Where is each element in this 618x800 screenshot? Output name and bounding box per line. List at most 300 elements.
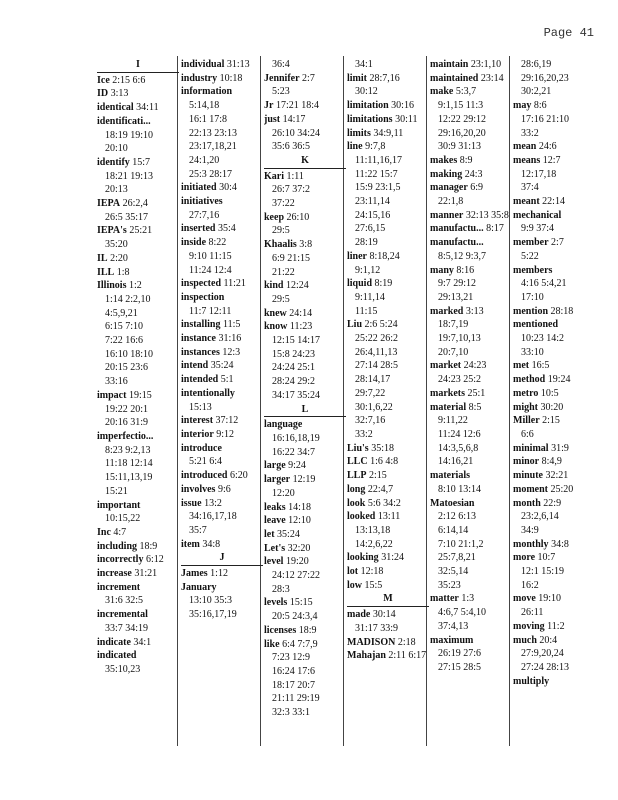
index-entry (347, 455, 429, 469)
index-entry (513, 538, 595, 552)
page-reference: 35:16,17,19 (189, 609, 237, 621)
index-entry (264, 72, 346, 99)
index-entry (513, 483, 595, 497)
index-entry (430, 222, 512, 236)
index-entry (97, 540, 179, 554)
index-entry (513, 195, 595, 209)
page-reference: 29:5 (272, 293, 290, 305)
index-entry (347, 127, 429, 141)
index-term: increase (97, 568, 132, 580)
index-term: indicate (97, 636, 131, 648)
page-reference: 9:6 (217, 483, 231, 495)
index-entry (513, 455, 595, 469)
page-reference: 11:5 (222, 319, 241, 331)
page-reference: 4:16 5:4,21 (521, 278, 567, 290)
page-reference: 32:13 35:8 (465, 209, 509, 221)
index-term: more (513, 552, 536, 564)
index-term: looked (347, 511, 376, 523)
index-term: LLP (347, 470, 367, 482)
index-term: liquid (347, 278, 373, 290)
page-reference: 23:17,18,21 (189, 141, 237, 153)
index-entry (97, 279, 179, 389)
page-reference: 13:11 (377, 511, 401, 523)
page-reference: 25:1 (467, 387, 486, 399)
index-entry (97, 266, 179, 280)
index-term: mechanical (513, 209, 562, 221)
index-term: IEPA's (97, 225, 127, 237)
index-term: look (347, 497, 366, 509)
page-reference: 22:4,7 (367, 483, 394, 495)
page-reference: 10:18 (219, 72, 243, 84)
page-reference: 27:6,15 (355, 223, 386, 235)
index-term: minor (513, 456, 540, 468)
page-reference: 33:16 (105, 376, 128, 388)
index-term: Khaalis (264, 239, 297, 251)
page-reference: 10:5 (540, 387, 559, 399)
index-column (347, 58, 429, 663)
page-reference: 31:6 32:5 (105, 595, 144, 607)
index-term: manufactu... (430, 223, 484, 235)
page-reference: 11:24 12:4 (189, 264, 232, 276)
page-reference: 24:3 (464, 168, 483, 180)
index-column (264, 58, 346, 720)
page-reference: 37:4 (521, 182, 539, 194)
page-reference: 6:12 (145, 554, 164, 566)
page-reference: 12:3 (222, 346, 241, 358)
index-entry (181, 538, 263, 552)
page-reference: 21:22 (272, 266, 295, 278)
index-entry (430, 236, 512, 263)
index-term: month (513, 497, 541, 509)
page-reference: 18:9 (139, 540, 158, 552)
page-reference: 23:1,10 (470, 59, 502, 70)
index-term: impact (97, 389, 127, 401)
index-entry (97, 526, 179, 540)
index-term: limitations (347, 113, 393, 125)
page-reference: 35:23 (438, 579, 461, 591)
page-reference: 4:6,7 5:4,10 (438, 607, 487, 619)
page-reference: 15:13 (189, 401, 212, 413)
page-reference: 8:22 (208, 237, 227, 249)
index-entry (513, 373, 595, 387)
index-term: lot (347, 566, 359, 578)
page-reference: 32:21 (545, 470, 569, 482)
index-entry (347, 636, 429, 650)
index-entry (181, 85, 263, 181)
page-reference: 27:14 28:5 (355, 360, 399, 372)
page-reference: 26:19 27:6 (438, 648, 482, 660)
index-term: MADISON (347, 636, 396, 648)
index-term: mention (513, 305, 548, 317)
page-reference: 15:8 24:23 (272, 348, 316, 360)
index-term: liner (347, 250, 367, 262)
index-grid (95, 52, 600, 752)
page-reference: 14:17 (282, 113, 306, 125)
index-term: much (513, 634, 537, 646)
index-entry (513, 236, 595, 263)
page-reference: 20:16 31:9 (105, 417, 149, 429)
page-reference: 5:3,7 (455, 86, 477, 98)
page-reference: 30:9 31:13 (438, 141, 482, 153)
page-reference: 5:6 34:2 (367, 497, 401, 509)
index-term: incremental (97, 609, 148, 621)
index-entry (181, 567, 263, 581)
page-reference: 34:9,11 (373, 127, 404, 139)
index-entry (264, 307, 346, 321)
page-reference: 14:2,6,22 (355, 538, 393, 550)
page-reference: 32:20 (287, 542, 311, 554)
index-entry (181, 291, 263, 318)
index-entry (513, 675, 595, 689)
index-column (430, 58, 512, 675)
page-reference: 9:1,15 11:3 (438, 100, 484, 112)
index-entry (513, 634, 595, 675)
page-reference: 2:6 5:24 (364, 319, 398, 331)
index-entry (97, 581, 179, 608)
page-reference: 30:14 (372, 609, 396, 621)
index-term: means (513, 154, 541, 166)
page-reference: 8:9 (459, 154, 473, 166)
page-reference: 12:20 (272, 487, 295, 499)
page-reference: 37:22 (272, 198, 295, 210)
index-term: long (347, 483, 366, 495)
page-reference: 16:5 (531, 360, 550, 372)
index-term: method (513, 374, 546, 386)
index-term: Mahajan (347, 650, 386, 662)
page-reference: 11:22 15:7 (355, 168, 398, 180)
index-term: move (513, 593, 536, 605)
index-term: including (97, 540, 138, 552)
page-reference: 28:6,19 (521, 59, 552, 70)
index-entry (430, 154, 512, 168)
index-entry (430, 634, 512, 675)
page-reference: 9:7 29:12 (438, 278, 477, 290)
page-reference: 8:5 (468, 401, 482, 413)
section-letter: L (264, 403, 346, 418)
page-reference: 30:2,21 (521, 86, 552, 98)
index-column (181, 58, 263, 622)
index-term: markets (430, 387, 465, 399)
page-reference: 26:7 37:2 (272, 184, 311, 196)
page-reference: 9:24 (288, 460, 306, 472)
page-reference: 2:12 6:13 (438, 511, 477, 523)
index-term: looking (347, 552, 379, 564)
page-reference: 3:13 (110, 88, 129, 100)
page-reference: 12:24 (285, 280, 309, 292)
index-entry (264, 501, 346, 515)
index-term: Let's (264, 542, 286, 554)
page-reference: 9:1,12 (355, 264, 381, 276)
page-reference: 12:18 (360, 566, 384, 578)
page-reference: 8:16 (456, 264, 475, 276)
page-reference: 26:5 35:17 (105, 211, 149, 223)
page-reference: 2:11 6:17 (388, 650, 427, 662)
page-reference: 19:22 20:1 (105, 403, 149, 415)
page-reference: 31:21 (134, 568, 158, 580)
index-term: material (430, 401, 467, 413)
page-reference: 24:23 25:2 (438, 374, 482, 386)
page-reference: 15:9 23:1,5 (355, 182, 401, 194)
index-term: made (347, 609, 371, 621)
index-entry (97, 197, 179, 224)
section-letter: I (97, 58, 179, 73)
index-term: larger (264, 474, 291, 486)
page-reference: 22:14 (542, 196, 565, 208)
index-entry (181, 581, 263, 622)
page-reference: 19:10 (538, 593, 562, 605)
page-reference: 18:21 19:13 (105, 170, 154, 182)
page-reference: 34:1 (355, 59, 373, 70)
index-entry (347, 497, 429, 511)
index-entry (430, 592, 512, 633)
index-entry (97, 389, 179, 430)
page-reference: 6:6 (521, 428, 534, 440)
index-entry (513, 305, 595, 319)
index-term: metro (513, 387, 539, 399)
page-reference: 28:7,16 (369, 72, 400, 84)
index-term: Ice (97, 74, 110, 86)
page-reference: 5:23 (272, 86, 290, 98)
index-term: minimal (513, 442, 549, 454)
page-reference: 30:16 (391, 100, 414, 112)
index-entry (97, 553, 179, 567)
index-term: involves (181, 483, 216, 495)
index-term: licenses (264, 624, 297, 636)
index-column (513, 58, 595, 688)
page-reference: 8:19 (374, 278, 393, 290)
page-reference: 3:8 (299, 239, 313, 251)
index-term: IL (97, 252, 108, 264)
index-term: leaks (264, 501, 286, 513)
index-term: make (430, 86, 454, 98)
index-entry (264, 514, 346, 528)
index-entry (430, 387, 512, 401)
page-reference: 8:23 9:2,13 (105, 444, 151, 456)
index-entry (181, 222, 263, 236)
index-term: met (513, 360, 530, 372)
page-reference: 34:1 (133, 636, 152, 648)
index-entry (430, 359, 512, 386)
index-term: LLC (347, 456, 368, 468)
page-reference: 5:14,18 (189, 100, 220, 112)
page-reference: 7:10 21:1,2 (438, 538, 484, 550)
page-number: Page 41 (543, 26, 594, 40)
index-entry (430, 469, 512, 496)
page-reference: 5:1 (220, 374, 234, 386)
index-term: Liu (347, 319, 363, 331)
index-entry (347, 277, 429, 318)
index-entry (264, 528, 346, 542)
index-entry (97, 74, 179, 88)
index-term: level (264, 556, 284, 568)
index-entry (347, 649, 429, 663)
index-term: members (513, 264, 553, 276)
index-entry (97, 224, 179, 251)
index-entry (181, 181, 263, 195)
index-entry (181, 318, 263, 332)
index-term: inspection (181, 291, 225, 303)
page-reference: 11:23 (289, 321, 313, 333)
index-term: may (513, 100, 532, 112)
index-entry (181, 373, 263, 387)
index-entry (264, 638, 346, 720)
index-term: matter (430, 593, 459, 605)
page-reference: 12:10 (288, 515, 311, 527)
page-reference: 24:12 27:22 (272, 570, 321, 582)
index-term: language (264, 419, 303, 431)
index-term: let (264, 528, 275, 540)
index-term: making (430, 168, 463, 180)
page-reference: 9:11,14 (355, 291, 385, 303)
page-reference: 34:8 (551, 538, 569, 550)
page-reference: 24:6 (538, 141, 557, 153)
page-reference: 29:5 (272, 225, 290, 237)
index-entry (347, 113, 429, 127)
index-entry (347, 318, 429, 441)
page-reference: 8:18,24 (369, 250, 400, 262)
index-entry (430, 85, 512, 154)
index-term: incorrectly (97, 554, 144, 566)
page-reference: 23:11,14 (355, 196, 390, 208)
index-term: minute (513, 470, 543, 482)
index-entry (513, 497, 595, 538)
page-reference: 29:16,20,20 (438, 127, 486, 139)
page-reference: 34:17 35:24 (272, 389, 321, 401)
section-letter: M (347, 592, 429, 607)
index-entry (181, 72, 263, 86)
index-entry (181, 332, 263, 346)
page-reference: 14:16,21 (438, 456, 474, 468)
page-reference: 19:7,10,13 (438, 333, 481, 345)
page-reference: 8:4,9 (541, 456, 562, 468)
index-term: indicated (97, 650, 137, 662)
index-term: intentionally (181, 387, 235, 399)
page-reference: 30:11 (395, 113, 418, 125)
page-reference: 28:19 (355, 237, 378, 249)
index-entry (264, 238, 346, 279)
page-reference: 25:20 (550, 483, 574, 495)
index-entry (181, 277, 263, 291)
page-reference: 9:9 37:4 (521, 223, 555, 235)
page-reference: 16:2 (521, 579, 539, 591)
index-entry (264, 279, 346, 306)
page-reference: 6:14,14 (438, 524, 469, 536)
page-reference: 30:12 (355, 86, 378, 98)
index-entry (347, 483, 429, 497)
index-term: Miller (513, 415, 540, 427)
page-reference: 8:6 (533, 100, 547, 112)
page-reference: 24:1,20 (189, 154, 220, 166)
page-reference: 6:9 (470, 182, 484, 194)
page-reference: 17:21 18:4 (275, 100, 320, 112)
page-reference: 18:17 20:7 (272, 679, 316, 691)
page-reference: 33:7 34:19 (105, 622, 149, 634)
page-reference: 12:7 (542, 154, 561, 166)
page-reference: 32:7,16 (355, 415, 386, 427)
page-reference: 21:11 29:19 (272, 693, 320, 705)
page-reference: 1:6 4:8 (370, 456, 399, 468)
index-entry (513, 387, 595, 401)
index-term: multiply (513, 675, 550, 687)
page-reference: 27:15 28:5 (438, 661, 482, 673)
page-reference: 27:9,20,24 (521, 648, 564, 660)
page-reference: 20:5 24:3,4 (272, 611, 318, 623)
index-term: manufactu... (430, 237, 484, 249)
index-term: manager (430, 182, 468, 194)
index-entry (181, 469, 263, 483)
index-term: manner (430, 209, 464, 221)
index-entry (513, 401, 595, 415)
page-reference: 4:5,9,21 (105, 307, 138, 319)
index-term: identify (97, 156, 130, 168)
page-reference: 2:15 (542, 415, 560, 427)
index-entry (347, 250, 429, 277)
page-reference: 28:18 (550, 305, 574, 317)
index-entry (430, 58, 512, 72)
index-entry (97, 430, 179, 499)
page-reference: 1:3 (461, 593, 475, 605)
page-reference: 24:23 (463, 360, 487, 372)
index-term: intended (181, 374, 219, 386)
page-reference: 37:12 (215, 415, 239, 427)
index-term: installing (181, 319, 221, 331)
page-reference: 5:22 (521, 250, 539, 262)
index-entry (264, 473, 346, 500)
index-entry (264, 555, 346, 596)
page-reference: 6:9 21:15 (272, 252, 311, 264)
index-term: initiated (181, 182, 217, 194)
page-reference: 35:10,23 (105, 663, 141, 675)
page-reference: 7:22 16:6 (105, 335, 144, 347)
page-reference: 1:11 (286, 170, 304, 182)
page-reference: 34:11 (136, 102, 159, 114)
page-reference: 20:7,10 (438, 346, 469, 358)
page-reference: 13:2 (204, 497, 222, 509)
page-reference: 31:24 (381, 552, 404, 564)
page-reference: 28:3 (272, 583, 290, 595)
index-term: important (97, 499, 141, 511)
page-reference: 35:7 (189, 524, 207, 536)
page-reference: 32:5,14 (438, 566, 469, 578)
page-reference: 5:21 6:4 (189, 456, 223, 468)
page-reference: 26:10 (286, 211, 310, 223)
index-entry (264, 459, 346, 473)
page-reference: 11:11,16,17 (355, 154, 403, 166)
page-reference: 13:10 35:3 (189, 595, 233, 607)
page-reference: 9:7,8 (365, 141, 386, 153)
index-entry (97, 499, 179, 526)
index-entry (513, 592, 595, 619)
index-entry (264, 320, 346, 402)
index-entry (97, 636, 179, 650)
index-entry (181, 428, 263, 442)
index-term: large (264, 460, 286, 472)
index-entry (347, 565, 429, 579)
page-reference: 19:24 (547, 374, 571, 386)
index-term: limitation (347, 100, 389, 112)
index-entry (181, 236, 263, 277)
index-entry (181, 497, 263, 538)
index-term: imperfectio... (97, 430, 154, 442)
index-term: moving (513, 620, 545, 632)
page-reference: 11:7 12:11 (189, 305, 232, 317)
page-reference: 15:5 (364, 579, 383, 591)
page-reference: 12:15 14:17 (272, 335, 321, 347)
page-reference: 6:4 7:7,9 (282, 638, 318, 650)
page-reference: 2:15 6:6 (112, 74, 146, 86)
index-term: meant (513, 196, 540, 208)
index-entry (264, 58, 346, 72)
